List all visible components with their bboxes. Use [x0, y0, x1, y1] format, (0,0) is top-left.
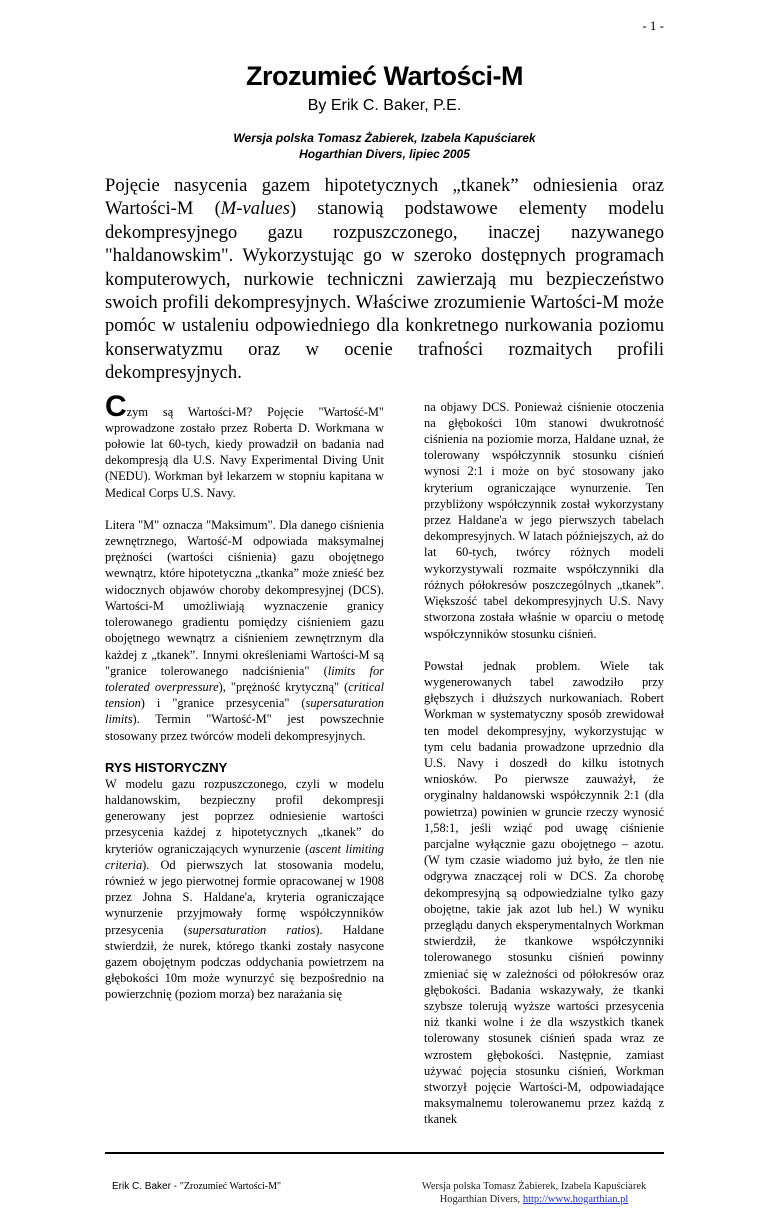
- footer-rule-left: [105, 1152, 401, 1154]
- paragraph: [105, 776, 384, 1003]
- italic-term: ascent limiting criteria: [105, 841, 384, 872]
- columns: [105, 389, 664, 1144]
- credits-date: Hogarthian Divers, lipiec 2005: [299, 147, 470, 161]
- paragraph-text: ). Haldane stwierdził, że nurek, którego tkanki zostały nasycone gazem obojętnym podczas oddychania powietrzem na głębokości 10m może wynurzyć się bezpośrednio na powierzchnię (poziom morza) bez narażania się: [105, 922, 384, 1002]
- italic-term: supersaturation limits: [105, 696, 384, 727]
- drop-cap: C: [105, 389, 127, 423]
- credits-translators: Wersja polska Tomasz Żabierek, Izabela Kapuściarek: [233, 131, 536, 145]
- left-column: [105, 389, 385, 1144]
- paragraph: na objawy DCS. Ponieważ ciśnienie otoczenia na głębokości 10m stanowi dwukrotność ciśnienia na poziomie morza, Haldane uznał, że tolerowany współczynnik stosunku ciśnień wynosi 2:1 i może on być stosowany jako kryterium ograniczające wynurzenie. Ten przybliżony współczynnik został wykorzystany przez Haldane'a w jego pierwszych tabelach dekompresyjnych. W latach późniejszych, aż do lat 60-tych, twórcy różnych modeli wykorzystywali rozmaite współczynniki dla różnych półokresów poszczególnych „tkanek”. Większość tabel dekompresyjnych U.S. Navy stworzona została właśnie w oparciu o metodę współczynników stosunku ciśnień.: [424, 399, 664, 641]
- website-link[interactable]: http://www.hogarthian.pl: [522, 1193, 629, 1205]
- paragraph: [105, 389, 384, 501]
- footer-doc-title: "Zrozumieć Wartości-M": [179, 1180, 282, 1192]
- footer-org: Hogarthian Divers,: [439, 1193, 523, 1205]
- section-heading: RYS HISTORYCZNY: [105, 759, 228, 775]
- intro-text: Pojęcie nasycenia gazem hipotetycznych „tkanek” odniesienia oraz Wartości-M (: [105, 175, 664, 220]
- right-column: [424, 399, 664, 1144]
- footer-right: [404, 1180, 664, 1206]
- footer-rule-right: [401, 1152, 664, 1154]
- paragraph: Powstał jednak problem. Wiele tak wygenerowanych tabel zawodziło przy głębszych i dłuższych nurkowaniach. Robert Workman w systematyczny sposób zrewidował ten model dekompresyjny, wykorzystując w tym celu badania prowadzone uprzednio dla U.S. Navy i doszedł do kilku istotnych wniosków. Po pierwsze zauważył, że oryginalny haldanowski współczynnik 2:1 (dla powietrza) powinien w gruncie rzeczy wynosić 1,58:1, jeśli wziąć pod uwagę ciśnienie parcjalne wyłącznie gazu obojętnego – azotu. (W tym czasie wiadomo już było, że tlen nie odgrywa znaczącej roli w DCS. Za chorobę dekompresyjną są odpowiedzialne tylko gazy obojętne, takie jak azot lub hel.) W wyniku przeglądu danych eksperymentalnych Workman stwierdził, że tkankowe współczynniki tolerowanego stosunku ciśnień powinny zmieniać się w zależności od półokresów oraz głębokości. Badania wskazywały, że tkanki szybsze tolerują wyższe wartości przesycenia niż tkanki wolne i że dla wszystkich tkanek tolerowany stosunek ciśnień spada wraz ze wzrostem głębokości. Następnie, zamiast używać pojęcia stosunku ciśnień, Workman stworzył pojęcie Wartości-M, odpowiadające maksymalnemu tolerowanemu przez każdą z tkanek: [424, 658, 664, 1127]
- paragraph-text: zym są Wartości-M? Pojęcie "Wartość-M" wprowadzone zostało przez Roberta D. Workmana w połowie lat 60-tych, kiedy prowadził on badania nad dekompresją dla U.S. Navy Experimental Diving Unit (NEDU). Workman był lekarzem w stopniu kapitana w Medical Corps U.S. Navy.: [105, 404, 384, 500]
- footer: [105, 1180, 664, 1206]
- paragraph-text: ), "prężność krytyczną" (: [218, 679, 349, 694]
- paragraph-text: ) i "granice przesycenia" (: [140, 696, 306, 711]
- paragraph-text: ). Termin "Wartość-M" jest powszechnie stosowany przez twórców modeli dekompresyjnych.: [105, 712, 384, 743]
- paragraph: [105, 517, 384, 744]
- paragraph-text: Litera "M" oznacza "Maksimum". Dla danego ciśnienia zewnętrznego, Wartość-M odpowiada maksymalnej prężności (wartości ciśnienia) gazu obojętnego wewnątrz, które hipotetyczna „tkanka” może znieść bez widocznych objawów choroby dekompresyjnej (DCS). Wartości-M umożliwiają wyznaczenie granicy tolerowanego gradientu pomiędzy ciśnieniem gazu obojętnego wewnątrz a ciśnieniem zewnętrznym dla każdej z „tkanek”. Innymi określeniami Wartości-M są "granice tolerowanego nadciśnienia" (: [105, 517, 384, 678]
- italic-term: critical tension: [105, 679, 385, 711]
- footer-rules: [105, 1152, 664, 1154]
- intro-italic: M-values: [220, 198, 290, 220]
- footer-translators: Wersja polska Tomasz Żabierek, Izabela Kapuściarek: [421, 1180, 647, 1192]
- footer-left: [105, 1180, 281, 1206]
- italic-term: limits for tolerated overpressure: [105, 663, 384, 694]
- page-number: - 1 -: [642, 18, 664, 33]
- italic-term: supersaturation ratios: [187, 922, 316, 937]
- intro-text: ) stanowią podstawowe elementy modelu dekompresyjnego gazu rozpuszczonego, inaczej nazywanego "haldanowskim". Wykorzystując go w szeroko dostępnych programach komputerowych, nurkowie techniczni zawierzają mu bezpieczeństwo swoich profili dekompresyjnych. Właściwe zrozumienie Wartości-M może pomóc w ustaleniu odpowiedniego dla konkretnego nurkowania poziomu konserwatyzmu oraz w ocenie trafności rozmaitych profili dekompresyjnych.: [105, 198, 664, 384]
- translation-credits: [105, 130, 664, 162]
- byline: By Erik C. Baker, P.E.: [307, 97, 462, 114]
- paragraph-text: W modelu gazu rozpuszczonego, czyli w modelu haldanowskim, bezpieczny profil dekompresji generowany jest poprzez odniesienie wartości przesycenia każdej z hipotetycznych „tkanek” do kryteriów ograniczających wynurzenie (: [105, 776, 384, 856]
- document-title: Zrozumieć Wartości-M: [245, 61, 524, 91]
- footer-author: Erik C. Baker -: [112, 1180, 180, 1192]
- paragraph-text: ). Od pierwszych lat stosowania modelu, również w jego pierwotnej formie opracowanej w 1908 przez Johna S. Haldane'a, kryteria ograniczające wynurzenie przyjmowały formę współczynników przesycenia (: [105, 857, 384, 937]
- intro-paragraph: [105, 174, 664, 385]
